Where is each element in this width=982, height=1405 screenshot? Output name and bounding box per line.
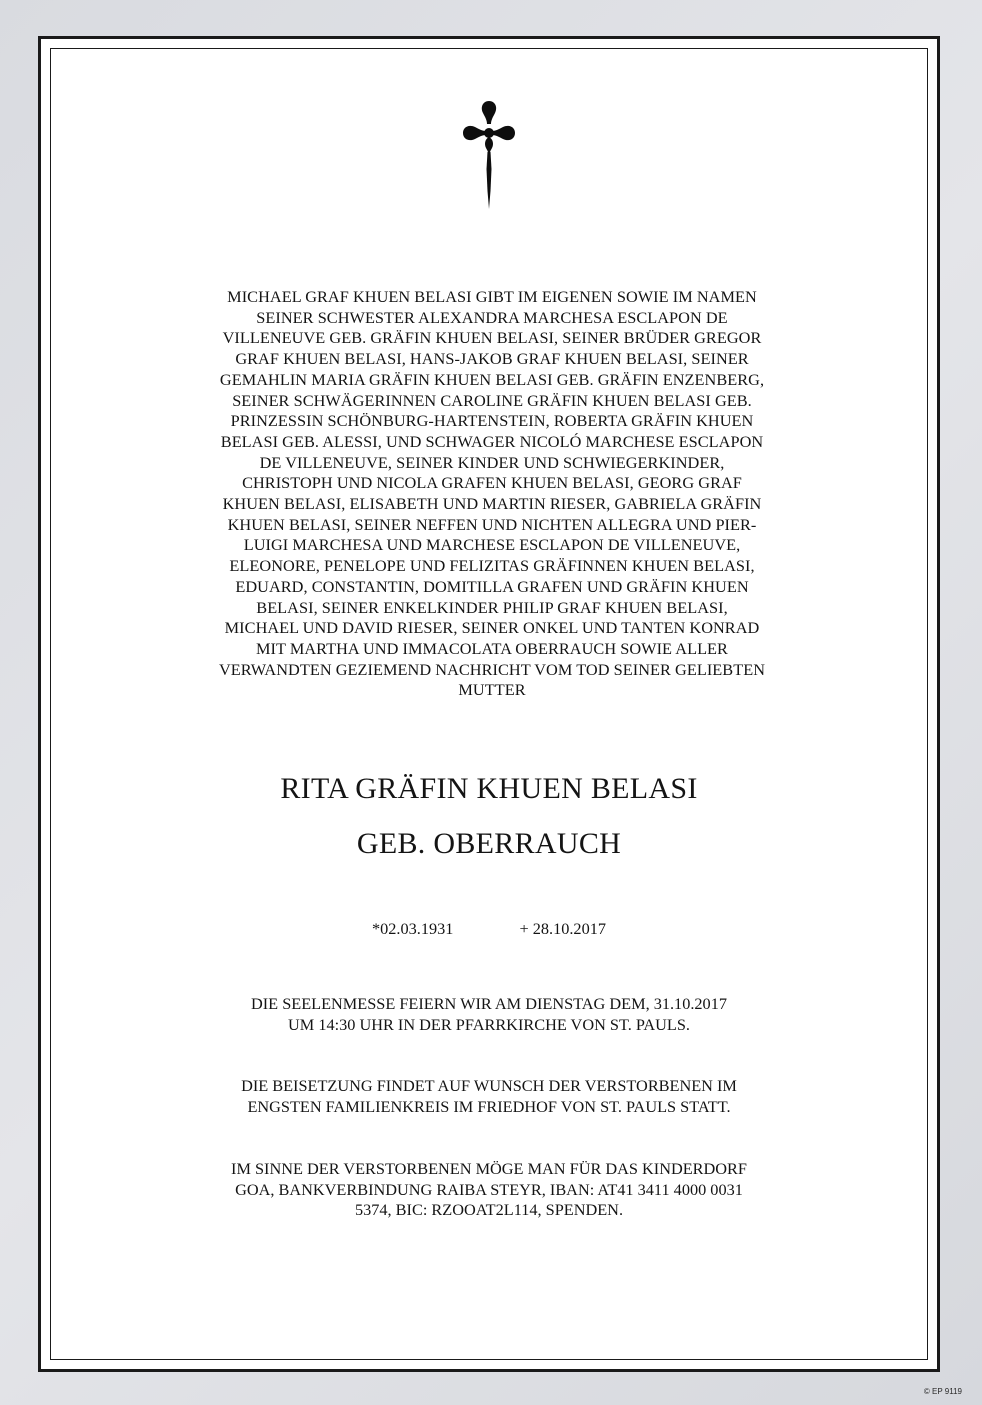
announcement-line: CHRISTOPH UND NICOLA GRAFEN KHUEN BELASI, GEORG GRAF: [242, 473, 742, 493]
donation-line: GOA, BANKVERBINDUNG RAIBA STEYR, IBAN: AT41 3411 4000 0031: [235, 1179, 743, 1199]
burial-line: DIE BEISETZUNG FINDET AUF WUNSCH DER VERSTORBENEN IM: [241, 1076, 737, 1095]
announcement-line: BELASI, SEINER ENKELKINDER PHILIP GRAF KHUEN BELASI,: [256, 597, 728, 617]
announcement-line: MICHAEL GRAF KHUEN BELASI GIBT IM EIGENEN SOWIE IM NAMEN: [227, 287, 757, 306]
donation-line: IM SINNE DER VERSTORBENEN MÖGE MAN FÜR DAS KINDERDORF: [231, 1159, 747, 1178]
burial-info: [141, 1076, 837, 1117]
print-code: © EP 9119: [923, 1387, 962, 1396]
announcement-line: BELASI GEB. ALESSI, UND SCHWAGER NICOLÓ MARCHESE ESCLAPON: [220, 431, 764, 451]
announcement-line: PRINZESSIN SCHÖNBURG-HARTENSTEIN, ROBERTA GRÄFIN KHUEN: [230, 411, 754, 431]
mass-line: UM 14:30 UHR IN DER PFARRKIRCHE VON ST. PAULS.: [288, 1014, 690, 1034]
announcement-line: LUIGI MARCHESA UND MARCHESE ESCLAPON DE VILLENEUVE,: [243, 535, 741, 555]
burial-line: ENGSTEN FAMILIENKREIS IM FRIEDHOF VON ST. PAULS STATT.: [247, 1096, 731, 1116]
announcement-line: VERWANDTEN GEZIEMEND NACHRICHT VOM TOD SEINER GELIEBTEN: [218, 659, 766, 679]
announcement-line: EDUARD, CONSTANTIN, DOMITILLA GRAFEN UND GRÄFIN KHUEN: [235, 576, 749, 596]
announcement-line: KHUEN BELASI, SEINER NEFFEN UND NICHTEN ALLEGRA UND PIER-: [227, 514, 757, 534]
announcement-line: MICHAEL UND DAVID RIESER, SEINER ONKEL UND TANTEN KONRAD: [224, 618, 760, 638]
deceased-name: RITA GRÄFIN KHUEN BELASI: [280, 772, 698, 805]
life-dates: [41, 919, 937, 939]
announcement-line: MIT MARTHA UND IMMACOLATA OBERRAUCH SOWIE ALLER: [256, 638, 728, 658]
announcement-line: ELEONORE, PENELOPE UND FELIZITAS GRÄFINNEN KHUEN BELASI,: [229, 556, 755, 576]
donation-line: 5374, BIC: RZOOAT2L114, SPENDEN.: [354, 1200, 624, 1219]
death-date: + 28.10.2017: [519, 919, 606, 938]
birth-date: *02.03.1931: [371, 919, 454, 938]
announcement-line: KHUEN BELASI, ELISABETH UND MARTIN RIESER, GABRIELA GRÄFIN: [222, 494, 762, 514]
announcement-line: GEMAHLIN MARIA GRÄFIN KHUEN BELASI GEB. GRÄFIN ENZENBERG,: [219, 369, 765, 389]
donation-info: [141, 1159, 837, 1221]
deceased-maiden-name: GEB. OBERRAUCH: [356, 827, 622, 860]
requiem-mass-info: [141, 994, 837, 1035]
mass-line: DIE SEELENMESSE FEIERN WIR AM DIENSTAG DEM, 31.10.2017: [251, 994, 727, 1013]
announcement-line: SEINER SCHWÄGERINNEN CAROLINE GRÄFIN KHUEN BELASI GEB.: [232, 390, 752, 410]
announcement-line: SEINER SCHWESTER ALEXANDRA MARCHESA ESCLAPON DE: [256, 307, 728, 327]
announcement-line: GRAF KHUEN BELASI, HANS-JAKOB GRAF KHUEN BELASI, SEINER: [235, 349, 749, 369]
cross-icon: [461, 99, 517, 211]
mourning-card: [38, 36, 940, 1372]
announcement-line: MUTTER: [458, 680, 526, 700]
announcement-line: VILLENEUVE GEB. GRÄFIN KHUEN BELASI, SEINER BRÜDER GREGOR: [222, 328, 762, 348]
announcement-line: DE VILLENEUVE, SEINER KINDER UND SCHWIEGERKINDER,: [259, 452, 725, 472]
announcement-text: [181, 287, 803, 701]
